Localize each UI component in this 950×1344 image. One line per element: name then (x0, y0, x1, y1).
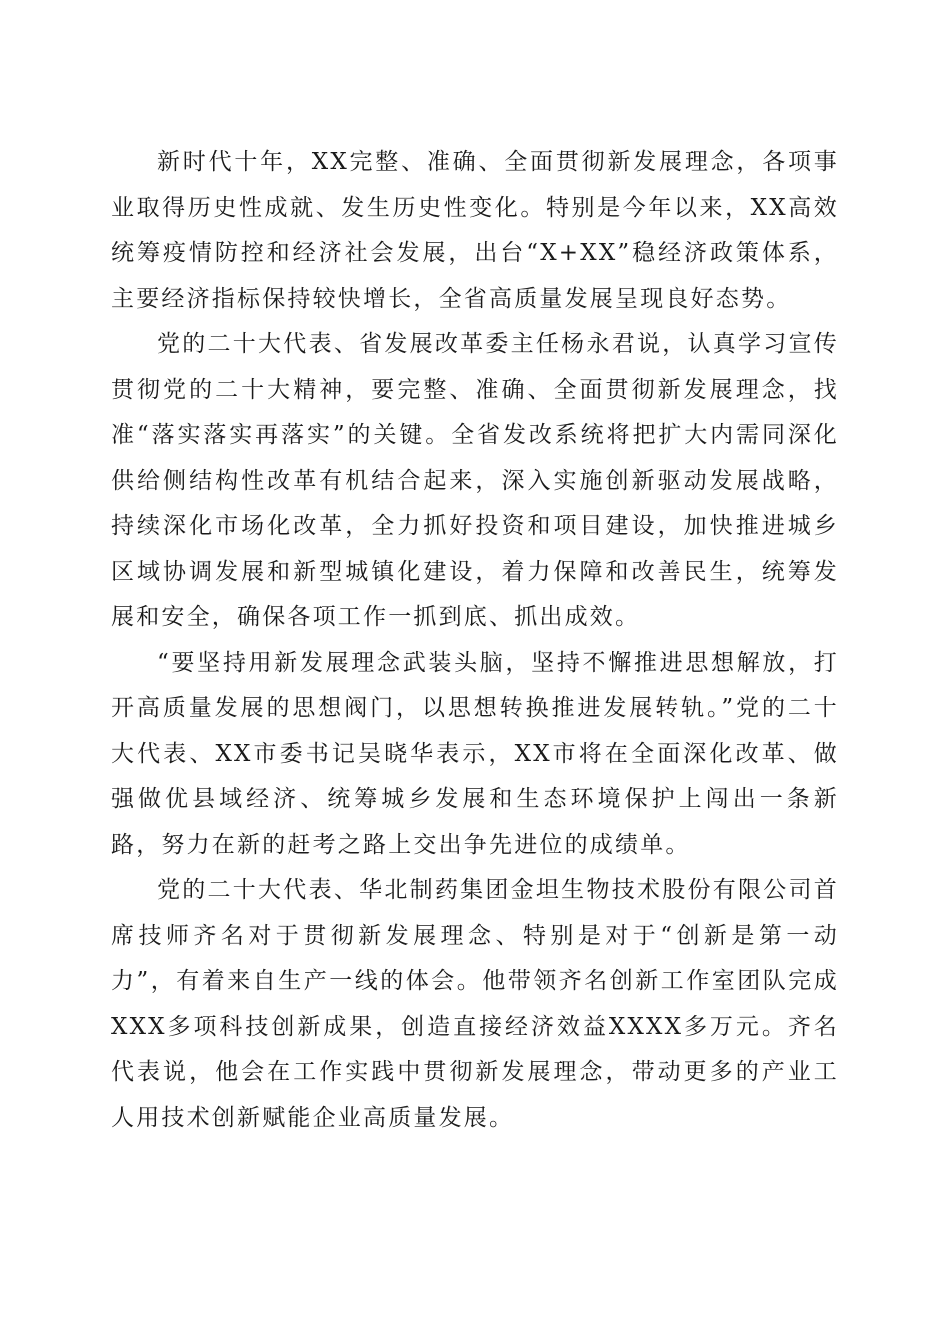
document-body (111, 140, 839, 1141)
paragraph: “要坚持用新发展理念武装头脑，坚持不懈推进思想解放，打开高质量发展的思想阀门，以思想转换推进发展转轨。”党的二十大代表、XX市委书记吴晓华表示，XX市将在全面深化改革、做强做优县域经济、统筹城乡发展和生态环境保护上闯出一条新路，努力在新的赶考之路上交出争先进位的成绩单。 (111, 649, 839, 858)
paragraph: 新时代十年，XX完整、准确、全面贯彻新发展理念，各项事业取得历史性成就、发生历史性变化。特别是今年以来，XX高效统筹疫情防控和经济社会发展，出台“X+XX”稳经济政策体系，主要经济指标保持较快增长，全省高质量发展呈现良好态势。 (111, 149, 839, 312)
paragraph: 党的二十大代表、华北制药集团金坦生物技术股份有限公司首席技师齐名对于贯彻新发展理念、特别是对于“创新是第一动力”，有着来自生产一线的体会。他带领齐名创新工作室团队完成XXX多项科技创新成果，创造直接经济效益XXXX多万元。齐名代表说，他会在工作实践中贯彻新发展理念，带动更多的产业工人用技术创新赋能企业高质量发展。 (111, 877, 839, 1131)
paragraph: 党的二十大代表、省发展改革委主任杨永君说，认真学习宣传贯彻党的二十大精神，要完整、准确、全面贯彻新发展理念，找准“落实落实再落实”的关键。全省发改系统将把扩大内需同深化供给侧结构性改革有机结合起来，深入实施创新驱动发展战略，持续深化市场化改革，全力抓好投资和项目建设，加快推进城乡区域协调发展和新型城镇化建设，着力保障和改善民生，统筹发展和安全，确保各项工作一抓到底、抓出成效。 (111, 331, 839, 630)
